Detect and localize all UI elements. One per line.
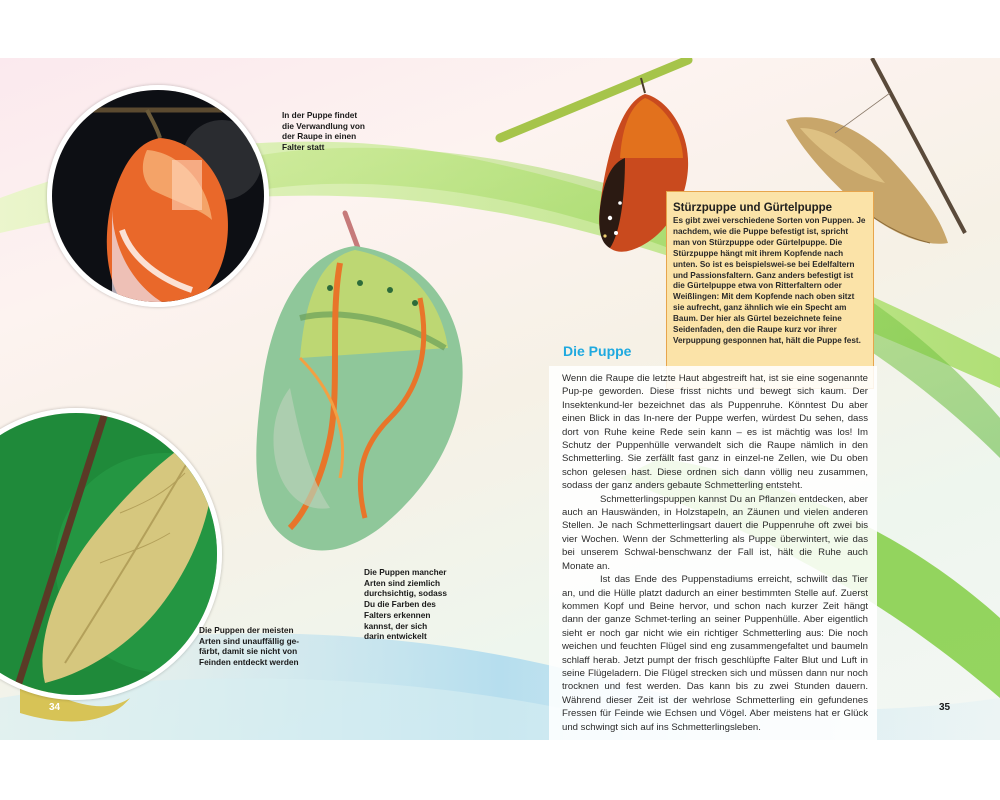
page-number-right: 35 bbox=[939, 702, 951, 713]
info-box-text: Es gibt zwei verschiedene Sorten von Puppen. Je nachdem, wie die Puppe befestigt ist, spricht man von Stürzpuppe oder Gürtelpuppe. Die Stürzpuppe hängt mit ihrem Kopfende nach unten. So ist es beispielswei-se bei Edelfaltern und Passionsfaltern. Ganz anders befestigt ist die Gürtelpuppe etwa von Ritterfaltern oder Weißlingen: Mit dem Kopfende nach oben sitzt sie aufrecht, ganz ähnlich wie ein Specht am Baum. Der hier als Gürtel bezeichnete feine Seidenfaden, den die Raupe kurz vor ihrer Verpuppung gesponnen hat, hält die Puppe fest. bbox=[673, 216, 866, 345]
main-text-panel bbox=[549, 366, 877, 740]
info-box-pupa-types bbox=[666, 191, 874, 389]
paragraph-3: Ist das Ende des Puppenstadiums erreicht, schwillt das Tier an, und die Hülle platzt dadurch an einer bestimmten Stelle auf. Zuerst kommen Kopf und Beine hervor, und schon nach kurzer Zeit hängt dann der ganze Schmet-terling an seiner Puppenhülle. Aber eigentlich sieht er noch gar nicht wie ein richtiger Schmetterling aus: Die noch weichen und feuchten Flügel sind eng zusammengefaltet und baumeln schlaff herab. Jetzt pumpt der frisch geschlüpfte Falter Blut und Luft in seine Flügeladern. Die Flügel strecken sich und müssen dann nur noch trocknen und fest werden. Das kann bis zu zwei Stunden dauern. Während dieser Zeit ist der wehrlose Schmetterling ein gefundenes Fressen für Feinde wie Echsen und Vögel. Aber meistens hat er Glück und schwingt sich auf ins Schmetterlingsleben. bbox=[562, 574, 868, 733]
caption-middle: Die Puppen mancher Arten sind ziemlich durchsichtig, sodass Du die Farben des Falters erkennen kannst, der sich darin entwickelt bbox=[364, 567, 447, 642]
paragraph-2: Schmetterlingspuppen kannst Du an Pflanzen entdecken, aber auch an Hauswänden, in Holzstapeln, an Zäunen und vielen anderen Stellen. Je nach Schmetterlingsart dauert die Puppenruhe oft zwei bis vier Wochen. Wenn der Schmetterling als Puppe überwintert, wie das bei unserem Schwal-benschwanz der Fall ist, hält die Ruhe auch Monate an. bbox=[562, 493, 868, 572]
page-number-left: 34 bbox=[49, 702, 61, 713]
paragraph-1: Wenn die Raupe die letzte Haut abgestreift hat, ist sie eine sogenannte Pup-pe geworden. Diese frisst nichts und bewegt sich kaum. Der Insektenkund-ler bezeichnet das als Puppenruhe. Könntest Du aber einen Blick in das In-nere der Puppe werfen, würdest Du sehen, dass dort von Ruhe keine Rede sein kann – es ist mächtig was los! Im Schutz der Puppenhülle verwandelt sich die Raupe nämlich in den Schmetterling. Sie zerfällt fast ganz in einzel-ne Zellen, wie Du oben schon gelesen hast. Diese ordnen sich dann völlig neu zusammen, sodass der ganz anders gebaute Schmetterling entsteht. bbox=[562, 373, 868, 492]
caption-top-left: In der Puppe findet die Verwandlung von der Raupe in einen Falter statt bbox=[282, 110, 365, 153]
photo-circle-top-left bbox=[47, 85, 269, 307]
caption-bottom-left: Die Puppen der meisten Arten sind unauffällig ge- färbt, damit sie nicht von Feinden entdeckt werden bbox=[199, 625, 300, 668]
info-box-title: Stürzpuppe und Gürtelpuppe bbox=[673, 202, 833, 214]
book-spread bbox=[0, 58, 1000, 740]
orange-chrysalis-photo bbox=[52, 90, 264, 302]
transparent-green-chrysalis bbox=[256, 213, 462, 551]
section-title: Die Puppe bbox=[563, 343, 632, 359]
